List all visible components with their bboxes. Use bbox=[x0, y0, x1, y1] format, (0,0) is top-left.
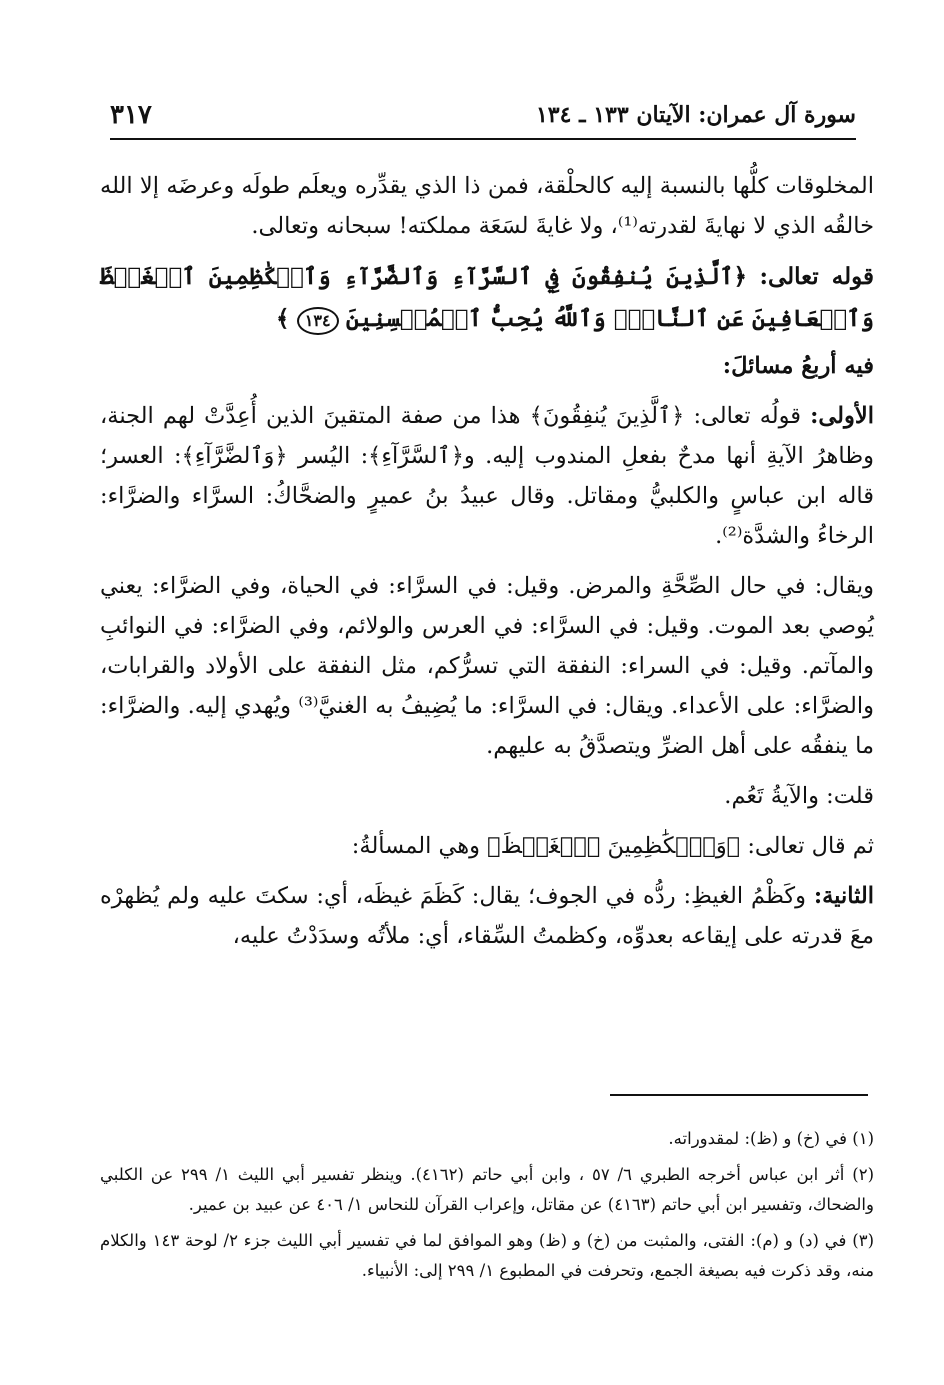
footnote-3: (٣) في (د) و (م): الفتى، والمثبت من (خ) و (ظ) وهو الموافق لما في تفسير أبي الليث جزء ٢/ لوحة ١٤٣ والكلام منه، وقد ذكرت فيه بصيغة الجمع، وتحرفت في المطبوع ١/ ٢٩٩ إلى: الأنبياء. bbox=[100, 1231, 874, 1280]
second-issue-paragraph bbox=[100, 876, 874, 956]
verse-close-bracket: ﴾ bbox=[275, 305, 290, 332]
footnotes bbox=[100, 1124, 874, 1292]
page-header bbox=[110, 92, 856, 140]
first-issue-paragraph bbox=[100, 396, 874, 556]
footnote-1: (١) في (خ) و (ظ): لمقدوراته. bbox=[668, 1129, 874, 1148]
first-issue-text: قولُه تعالى: ﴿ٱلَّذِينَ يُنفِقُونَ﴾ هذا من صفة المتقينَ الذين أُعِدَّتْ لهم الجنة، وظاهرُ الآيةِ أنها مدحٌ بفعلِ المندوب إليه. و﴿ٱلسَّرَّآءِ﴾: اليُسر ﴿وَٱلضَّرَّآءِ﴾: العسر؛ قاله ابن عباسٍ والكلبيُّ ومقاتل. وقال عبيدُ بنُ عميرٍ والضحَّاكُ: السرَّاء والضرَّاء: الرخاءُ والشدَّة⁽²⁾. bbox=[100, 403, 874, 549]
footnote-2: (٢) أثر ابن عباس أخرجه الطبري ٦/ ٥٧ ، وابن أبي حاتم (٤١٦٢). وينظر تفسير أبي الليث ١/ ٢٩٩ عن الكلبي والضحاك، وتفسير ابن أبي حاتم (٤١٦٣) عن مقاتل، وإعراب القرآن للنحاس ١/ ٤٠٦ عن عبيد بن عمير. bbox=[100, 1165, 874, 1214]
page-number: ٣١٧ bbox=[110, 100, 152, 130]
second-issue-label: الثانية: bbox=[813, 883, 874, 909]
running-title: سورة آل عمران: الآيتان ١٣٣ ـ ١٣٤ bbox=[535, 102, 856, 128]
main-text bbox=[100, 166, 874, 966]
footnote-separator bbox=[610, 1094, 868, 1096]
verse-number-marker: ١٣٤ bbox=[297, 307, 339, 335]
verse-block bbox=[100, 256, 874, 340]
verse-text: ﴿ٱلَّذِينَ يُنفِقُونَ فِي ٱلسَّرَّآءِ وَٱلضَّرَّآءِ وَٱلۡكَٰظِمِينَ ٱلۡغَيۡظَ وَٱلۡعَافِينَ عَنِ ٱلنَّاسِۗ وَٱللَّهُ يُحِبُّ ٱلۡمُحۡسِنِينَ bbox=[100, 263, 874, 332]
first-issue-label: الأولى: bbox=[810, 403, 874, 429]
verse-label: قوله تعالى: bbox=[759, 263, 875, 290]
paragraph-alternatives: ويقال: في حال الصِّحَّةِ والمرض. وقيل: في السرَّاء: في الحياة، وفي الضرَّاء: يعني يُوصي بعد الموت. وقيل: في السرَّاء: في العرس والولائم، وفي الضرَّاء: في النوائبِ والمآتم. وقيل: في السراء: النفقة التي تسرُّكم، مثل النفقة على الأولاد والقرابات، والضرَّاء: على الأعداء. ويقال: في السرَّاء: ما يُضِيفُ به الغنيَّ⁽³⁾ ويُهدي إليه. والضرَّاء: ما ينفقُه على أهل الضرِّ ويتصدَّقُ به عليهم. bbox=[100, 573, 874, 759]
intro-paragraph: المخلوقات كلُّها بالنسبة إليه كالحلْقة، فمن ذا الذي يقدِّره ويعلَم طولَه وعرضَه إلا الله خالقُه الذي لا نهايةَ لقدرته⁽¹⁾، ولا غايةَ لسَعَة مملكته! سبحانه وتعالى. bbox=[100, 173, 874, 239]
second-issue-text: وكَظْمُ الغيظِ: ردُّه في الجوف؛ يقال: كَظَمَ غيظَه، أي: سكتَ عليه ولم يُظهرْه معَ قدرته على إيقاعه بعدوِّه، وكظمتُ السِّقاء، أي: ملأتُه وسدَدْتُ عليه، bbox=[100, 883, 874, 949]
issues-heading: فيه أربعُ مسائلَ: bbox=[722, 353, 874, 379]
paragraph-transition: ثم قال تعالى: ﴿وَٱلۡكَٰظِمِينَ ٱلۡغَيۡظَ﴾ وهي المسألةُ: bbox=[351, 833, 874, 859]
paragraph-comment: قلت: والآيةُ تَعُم. bbox=[724, 783, 874, 809]
